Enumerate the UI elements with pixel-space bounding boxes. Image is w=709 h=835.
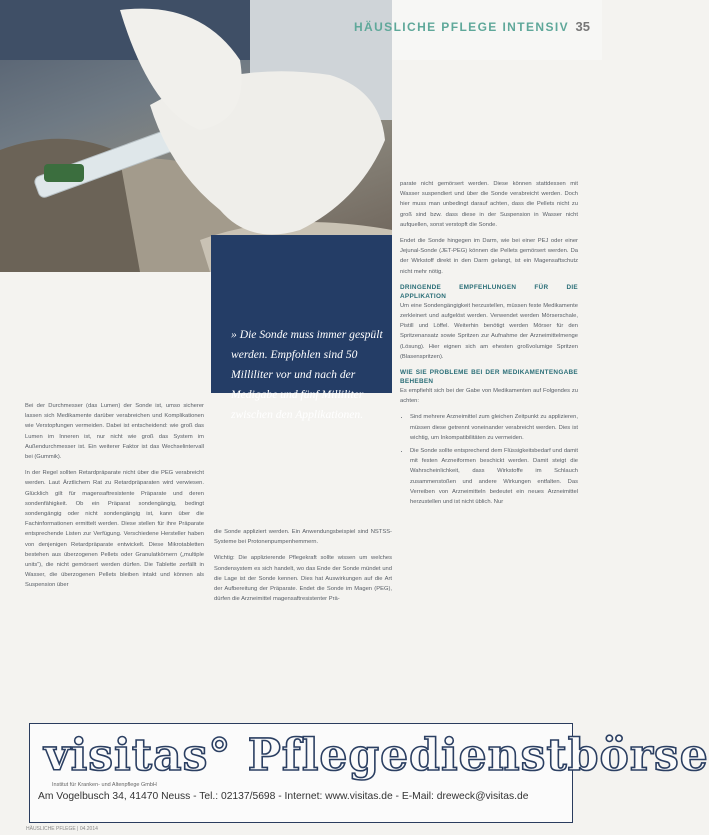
list-item: • Die Sonde sollte entsprechend dem Flüssigkeitsbedarf und damit mit festen Arzneiformen beschickt werden. Damit steigt die Wahrscheinlichkeit, dass Wirkstoffe im Schlauch zusammenstoßen und andere Wirkungen entfalten. Das Verreiben von Arzneimitteln bedeutet ein neues Arzneimittel herzustellen und ist nicht üblich. Nur: [410, 446, 578, 507]
pullquote-text: » Die Sonde muss immer gespült werden. Empfohlen sind 50 Milliliter vor und nach der Medigabe und fünf Milliliter zwischen den Applikationen.: [231, 328, 383, 421]
bullet-list: [400, 412, 578, 507]
advertisement: [29, 723, 709, 823]
column-left: [25, 401, 204, 597]
page-number: 35: [575, 19, 590, 34]
subheading: WIE SIE PROBLEME BEI DER MEDIKAMENTENGABE BEHEBEN: [400, 369, 578, 386]
syringe-feeding-tube-photo: [0, 0, 392, 272]
ad-contact-line: Am Vogelbusch 34, 41470 Neuss - Tel.: 02137/5698 - Internet: www.visitas.de - E-Mail: dreweck@visitas.de: [38, 791, 529, 802]
pullquote-box: [211, 235, 392, 421]
paragraph: Endet die Sonde hingegen im Darm, wie bei einer PEJ oder einer Jejunal-Sonde (JET-PEG) können die Pellets gemörsert werden. Da der Wirkstoff direkt in den Darm gelangt, ist ein Magensaftschutz nicht mehr nötig.: [400, 238, 578, 275]
section-title: HÄUSLICHE PFLEGE INTENSIV: [353, 20, 569, 34]
page-footer: HÄUSLICHE PFLEGE | 04.2014: [26, 826, 98, 832]
paragraph: Bei der Durchmesser (das Lumen) der Sonde ist, umso sicherer lassen sich Medikamente darüber verabreichen und Komplikationen wie Verstopfungen vermeiden. Dabei ist entscheidend: wie groß das Lumen im Inneren ist, nur nicht wie groß das System im Außendurchmesser ist. Ein weiterer Faktor ist das Wechselintervall bei (Gummik).: [25, 403, 204, 461]
subheading: DRINGENDE EMPFEHLUNGEN FÜR DIE APPLIKATION: [400, 283, 578, 300]
paragraph: Es empfiehlt sich bei der Gabe von Medikamenten auf Folgendes zu achten:: [400, 388, 578, 405]
paragraph: die Sonde appliziert werden. Ein Anwendungsbeispiel sind NSTSS-Systeme bei Protonenpumpenhemmern.: [214, 529, 392, 546]
ad-tagline: Institut für Kranken- und Altenpflege GmbH: [52, 782, 157, 788]
column-right: [400, 179, 578, 510]
list-item: • Sind mehrere Arzneimittel zum gleichen Zeitpunkt zu applizieren, müssen diese getrennt voneinander verabreicht werden. Dies ist wichtig, um Inkompatibilitäten zu vermeiden.: [410, 412, 578, 443]
paragraph: In der Regel sollten Retardpräparate nicht über die PEG verabreicht werden. Laut Ärztlichem Rat zu Retardpräparaten wird verwiesen. Glücklich gilt für magensaftresistente Präparate und deren sondenfähigkeit. Ob ein Präparat sondengängig, bedingt sondengängig oder nicht sondengängig ist, kann über die Fachinformationen ermittelt werden. Diese stellen für ihre Präparate entsprechende Listen zur Verfügung. Verschiedene Hersteller haben von denjenigen Retardpräparate entwickelt. Diese Mikrotabletten bestehen aus überzogenen Pellets oder Granulatkörnern („multiple units“), die nicht gemörsert werden dürfen. Die Tablette zerfällt in Wasser, die überzogenen Pellets bleiben intakt und können als Suspension über: [25, 470, 204, 589]
paragraph: Um eine Sondengängigkeit herzustellen, müssen feste Medikamente zerkleinert und aufgelöst werden. Verwendet werden Mörserschale, Pistill und Löffel. Weiterhin benötigt werden Mörser für den Spritzenansatz sowie Spritzen zur Aufnahme der Arzneimittelmenge (Lösung). Hier eignen sich am ehesten großvolumige Spritzen (Blasenspritzen).: [400, 302, 578, 360]
column-middle: [214, 527, 392, 610]
photo-illustration: [0, 0, 392, 272]
visitas-logo: visitas° Pflegedienstbörse: [44, 730, 709, 781]
paragraph: parate nicht gemörsert werden. Diese können stattdessen mit Wasser suspendiert und über die Sonde verabreicht werden. Doch hier muss man unbedingt darauf achten, dass die Pellets nicht zu groß sind bzw. dass diese in der Suspension in Wasser nicht aufquellen, sonst verstopft die Sonde.: [400, 181, 578, 228]
paragraph: Wichtig: Die applizierende Pflegekraft sollte wissen um welches Sondensystem es sich handelt, wo das Ende der Sonde mündet und die Lage ist der Sonde kennen. Dies hat Auswirkungen auf die Art der Aufbereitung der Präparate. Endet die Sonde im Magen (PEG), dürfen die Arzneimittel magensaftresistenter Prä-: [214, 555, 392, 603]
